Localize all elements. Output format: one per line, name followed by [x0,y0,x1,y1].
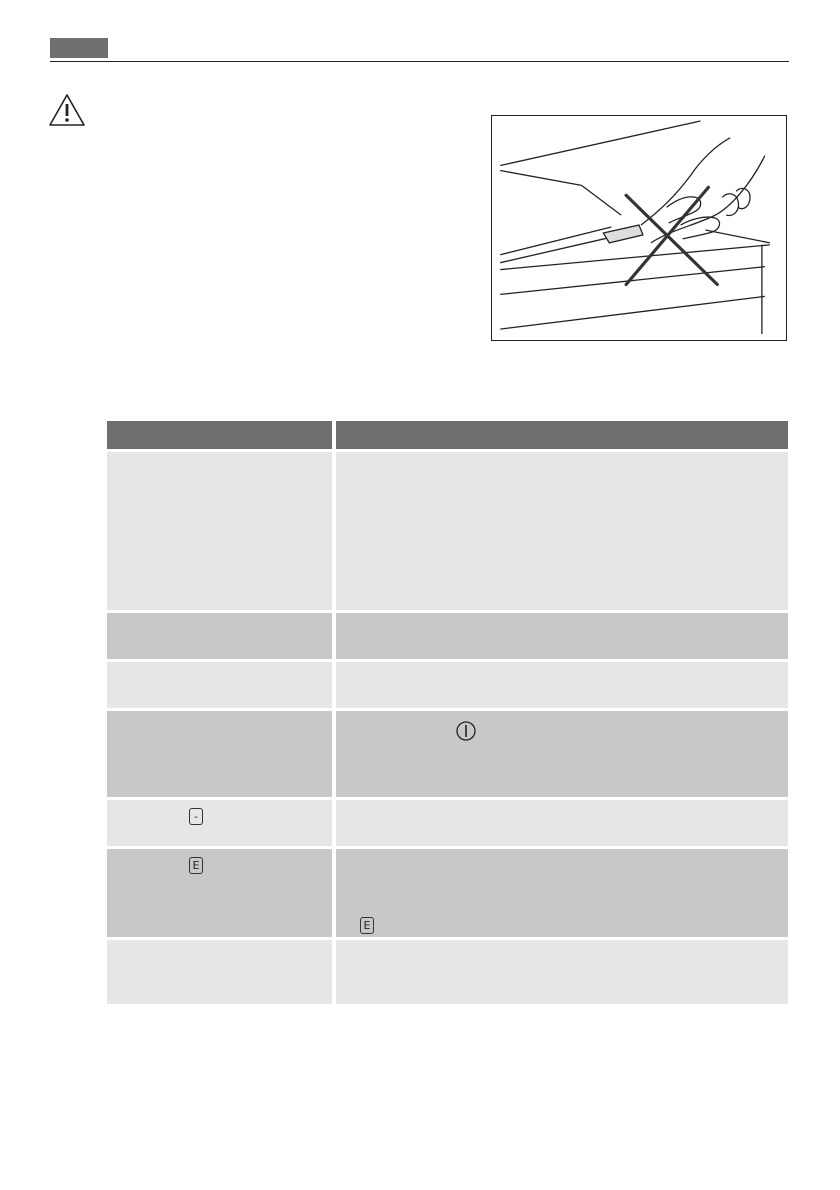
hand-scraper-crossed-out-icon [492,116,786,340]
table-row [107,452,788,610]
table-header-cell [107,421,332,449]
table-cell [336,849,788,937]
error-e-key-icon: E [189,857,203,874]
table-cell [336,800,788,846]
table-cell [336,662,788,708]
table-cell [107,613,332,659]
table-cell [107,711,332,797]
illustration-no-sharp-tools [491,115,787,341]
power-icon [456,721,476,744]
table-cell [107,662,332,708]
table-cell [336,711,788,797]
table-cell [336,940,788,1004]
header-tab [50,38,108,58]
table-row [107,711,788,797]
table-row [107,613,788,659]
warning-triangle-icon [48,93,86,127]
table-row [107,940,788,1004]
table-cell [107,940,332,1004]
table-row [107,849,788,937]
table-row [107,800,788,846]
table-cell [336,452,788,610]
header-rule [50,61,789,62]
troubleshooting-table [107,421,788,1007]
table-header-row [107,421,788,449]
table-header-cell [336,421,788,449]
error-e-key-icon: E [360,917,374,934]
minus-key-icon: - [189,808,203,825]
table-cell [107,849,332,937]
table-cell [107,800,332,846]
table-cell [107,452,332,610]
table-row [107,662,788,708]
table-cell [336,613,788,659]
